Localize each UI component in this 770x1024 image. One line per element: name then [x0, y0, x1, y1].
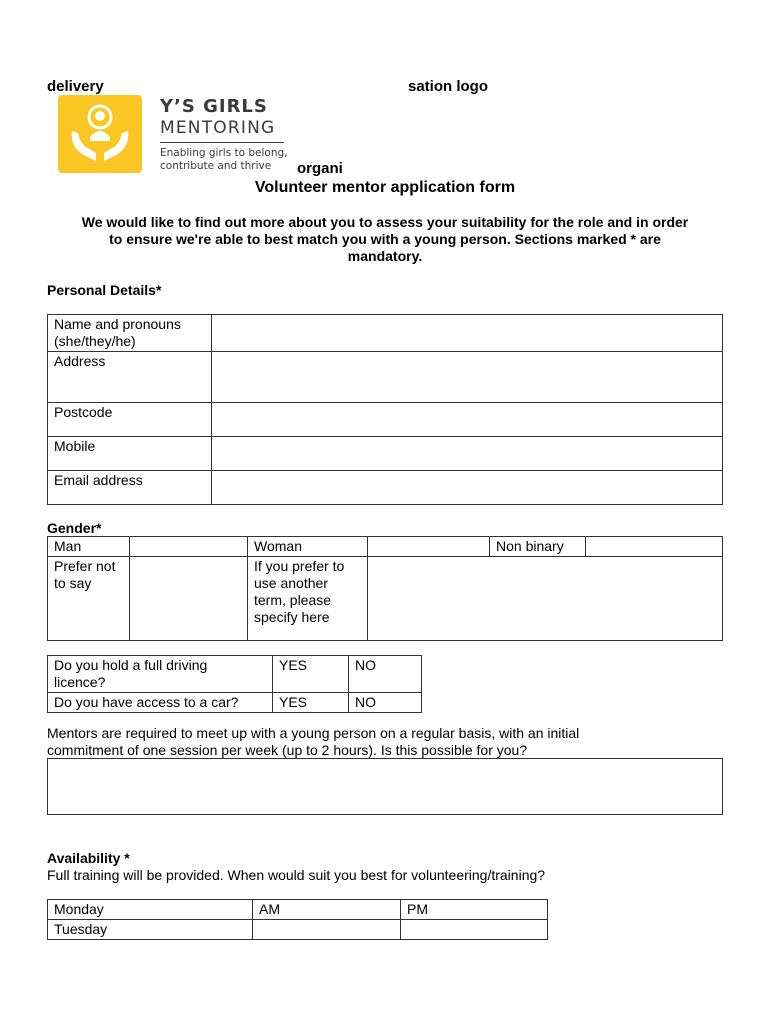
gender-other-line4: specify here	[254, 609, 330, 625]
gender-other-line3: term, please	[254, 592, 332, 608]
personal-details-heading: Personal Details*	[47, 282, 162, 298]
licence-yes-option[interactable]	[273, 656, 349, 693]
commitment-answer-field[interactable]	[47, 758, 723, 815]
name-field[interactable]	[212, 315, 723, 352]
commitment-line2: commitment of one session per week (up to 2 hours). Is this possible for you?	[47, 742, 528, 758]
gender-woman-label	[248, 537, 368, 557]
mobile-label	[48, 437, 212, 471]
car-question-text: Do you have access to a car?	[54, 694, 239, 710]
licence-question-line1: Do you hold a full driving	[54, 657, 208, 673]
gender-prefer-not-line1: Prefer not	[54, 558, 116, 574]
gender-prefer-not-line2: to say	[54, 575, 92, 591]
header-fragment-delivery: delivery	[47, 78, 104, 95]
postcode-field[interactable]	[212, 403, 723, 437]
logo-name-line2: MENTORING	[160, 118, 276, 138]
licence-yes-text: YES	[279, 657, 308, 673]
email-label	[48, 471, 212, 505]
email-label-text: Email address	[54, 472, 143, 488]
availability-heading: Availability *	[47, 850, 130, 866]
page-title: Volunteer mentor application form	[254, 179, 516, 196]
availability-day-monday	[48, 900, 253, 920]
car-yes-option[interactable]	[273, 693, 349, 713]
availability-subtext: Full training will be provided. When would suit you best for volunteering/training?	[47, 867, 546, 883]
email-field[interactable]	[212, 471, 723, 505]
header-fragment-organi: organi	[297, 160, 343, 177]
gender-woman-text: Woman	[254, 538, 302, 554]
gender-other-line1: If you prefer to	[254, 558, 345, 574]
availability-col-am	[253, 900, 401, 920]
address-label	[48, 352, 212, 403]
mobile-field[interactable]	[212, 437, 723, 471]
mobile-label-text: Mobile	[54, 438, 96, 454]
logo-icon	[58, 95, 142, 173]
licence-question	[48, 656, 273, 693]
logo-tagline	[160, 147, 288, 173]
car-question	[48, 693, 273, 713]
gender-woman-checkbox[interactable]	[368, 537, 490, 557]
address-label-text: Address	[54, 353, 106, 369]
logo-tagline-line1: Enabling girls to belong,	[160, 147, 288, 159]
licence-no-text: NO	[355, 657, 376, 673]
gender-nonbinary-checkbox[interactable]	[586, 537, 723, 557]
postcode-label	[48, 403, 212, 437]
tuesday-pm-field[interactable]	[401, 920, 548, 940]
name-label-line2: (she/they/he)	[54, 333, 136, 349]
availability-table	[47, 899, 548, 940]
gender-nonbinary-text: Non binary	[496, 538, 564, 554]
licence-no-option[interactable]	[349, 656, 422, 693]
intro-line1: We would like to find out more about you to assess your suitability for the role and in order	[81, 214, 689, 230]
logo-divider	[160, 142, 284, 143]
gender-prefer-not-label	[48, 557, 130, 641]
driving-table	[47, 655, 422, 713]
name-label	[48, 315, 212, 352]
gender-prefer-not-checkbox[interactable]	[130, 557, 248, 641]
tuesday-label: Tuesday	[54, 921, 108, 937]
gender-man-checkbox[interactable]	[130, 537, 248, 557]
availability-col-pm	[401, 900, 548, 920]
tuesday-am-field[interactable]	[253, 920, 401, 940]
logo-name-line1: Y’S GIRLS	[160, 96, 268, 117]
personal-details-table	[47, 314, 723, 505]
car-yes-text: YES	[279, 694, 308, 710]
car-no-text: NO	[355, 694, 376, 710]
name-label-line1: Name and pronouns	[54, 316, 181, 332]
postcode-label-text: Postcode	[54, 404, 113, 420]
gender-nonbinary-label	[490, 537, 586, 557]
gender-other-line2: use another	[254, 575, 328, 591]
availability-day-tuesday	[48, 920, 253, 940]
gender-man-label	[48, 537, 130, 557]
commitment-line1: Mentors are required to meet up with a young person on a regular basis, with an initial	[47, 725, 580, 741]
car-no-option[interactable]	[349, 693, 422, 713]
commitment-question	[47, 725, 579, 759]
intro-line3: mandatory.	[347, 248, 423, 264]
gender-other-field[interactable]	[368, 557, 723, 641]
monday-label: Monday	[54, 901, 104, 917]
am-label: AM	[259, 901, 280, 917]
licence-question-line2: licence?	[54, 674, 106, 690]
logo-tagline-line2: contribute and thrive	[160, 160, 272, 172]
intro-line2: to ensure we're able to best match you with a young person. Sections marked * are	[109, 231, 661, 247]
header-fragment-sation-logo: sation logo	[408, 78, 488, 95]
gender-table	[47, 536, 723, 641]
gender-other-label	[248, 557, 368, 641]
pm-label: PM	[407, 901, 428, 917]
intro-text	[30, 214, 740, 265]
gender-man-text: Man	[54, 538, 82, 554]
address-field[interactable]	[212, 352, 723, 403]
gender-heading: Gender*	[47, 520, 102, 536]
